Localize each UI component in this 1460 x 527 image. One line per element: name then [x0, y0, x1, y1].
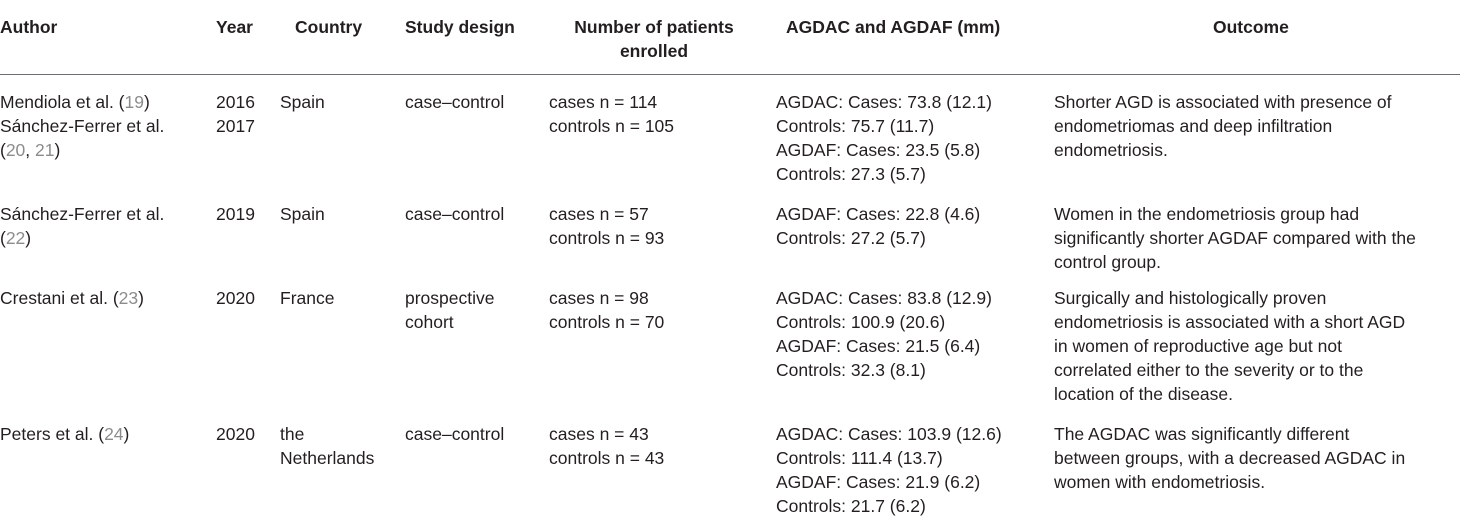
agd-line: Controls: 27.2 (5.7)	[776, 228, 926, 248]
agd-line: AGDAF: Cases: 21.9 (6.2)	[776, 472, 981, 492]
design-line: prospective	[405, 288, 495, 308]
agd-line: Controls: 100.9 (20.6)	[776, 312, 946, 332]
author-text: Mendiola et al. (	[0, 92, 125, 112]
agd-line: AGDAF: Cases: 21.5 (6.4)	[776, 336, 981, 356]
cell-patients	[549, 202, 664, 250]
patients-line: cases n = 114	[549, 92, 658, 112]
patients-line: controls n = 93	[549, 228, 665, 248]
year-line: 2019	[216, 204, 255, 224]
outcome-line: between groups, with a decreased AGDAC in	[1054, 448, 1406, 468]
outcome-line: control group.	[1054, 252, 1162, 272]
reference-link[interactable]: 23	[118, 288, 139, 308]
author-text: Sánchez-Ferrer et al.	[0, 116, 165, 136]
agd-line: Controls: 75.7 (11.7)	[776, 116, 935, 136]
author-text: )	[138, 288, 144, 308]
patients-line: controls n = 43	[549, 448, 665, 468]
outcome-line: endometriomas and deep infiltration	[1054, 116, 1333, 136]
agd-line: AGDAC: Cases: 83.8 (12.9)	[776, 288, 992, 308]
country-line: Spain	[280, 204, 325, 224]
cell-patients	[549, 90, 674, 138]
year-line: 2020	[216, 288, 255, 308]
author-line	[0, 90, 164, 114]
outcome-line: endometriosis.	[1054, 140, 1168, 160]
outcome-line: location of the disease.	[1054, 384, 1234, 404]
agd-line: Controls: 21.7 (6.2)	[776, 496, 926, 516]
agd-line: Controls: 27.3 (5.7)	[776, 164, 926, 184]
country-line: France	[280, 288, 335, 308]
cell-year	[216, 90, 255, 138]
author-text: )	[143, 92, 150, 112]
outcome-line: Shorter AGD is associated with presence of	[1054, 92, 1392, 112]
agd-line: Controls: 111.4 (13.7)	[776, 448, 943, 468]
outcome-line: Surgically and histologically proven	[1054, 288, 1327, 308]
author-line	[0, 202, 164, 226]
header-author: Author	[0, 17, 58, 37]
header-patients-line-2: enrolled	[619, 41, 689, 61]
cell-design	[405, 202, 504, 226]
cell-agd	[776, 90, 992, 186]
author-text: ,	[25, 140, 36, 160]
header-study-design: Study design	[405, 17, 515, 37]
cell-author	[0, 202, 164, 250]
reference-link[interactable]: 24	[104, 424, 124, 444]
cell-country	[280, 422, 374, 470]
header-rule	[0, 74, 1460, 75]
reference-link[interactable]: 21	[35, 140, 55, 160]
outcome-line: The AGDAC was significantly different	[1054, 424, 1350, 444]
author-text: )	[25, 228, 32, 248]
patients-line: cases n = 57	[549, 204, 649, 224]
outcome-line: Women in the endometriosis group had	[1054, 204, 1360, 224]
cell-patients	[549, 422, 664, 470]
cell-agd	[776, 422, 1002, 518]
patients-line: controls n = 105	[549, 116, 675, 136]
author-text: Crestani et al. (	[0, 288, 119, 308]
country-line: the	[280, 424, 305, 444]
cell-agd	[776, 286, 992, 382]
outcome-line: women with endometriosis.	[1054, 472, 1266, 492]
author-line	[0, 422, 129, 446]
cell-year	[216, 286, 255, 310]
design-line: cohort	[405, 312, 454, 332]
design-line: case–control	[405, 92, 505, 112]
cell-author	[0, 422, 129, 446]
header-patients-line-1: Number of patients	[574, 17, 734, 37]
year-line: 2020	[216, 424, 255, 444]
design-line: case–control	[405, 424, 505, 444]
patients-line: cases n = 98	[549, 288, 649, 308]
outcome-line: endometriosis is associated with a short AGD	[1054, 312, 1406, 332]
patients-line: cases n = 43	[549, 424, 649, 444]
cell-country	[280, 286, 334, 310]
author-text: Sánchez-Ferrer et al.	[0, 204, 165, 224]
cell-year	[216, 202, 255, 226]
cell-author	[0, 286, 144, 310]
cell-agd	[776, 202, 980, 250]
agd-line: Controls: 32.3 (8.1)	[776, 360, 926, 380]
author-text: (	[0, 140, 6, 160]
header-year: Year	[216, 17, 253, 37]
outcome-line: significantly shorter AGDAF compared with the	[1054, 228, 1416, 248]
cell-outcome	[1054, 422, 1405, 494]
reference-link[interactable]: 20	[5, 140, 26, 160]
cell-design	[405, 286, 495, 334]
cell-outcome	[1054, 202, 1416, 274]
patients-line: controls n = 70	[549, 312, 665, 332]
agd-line: AGDAC: Cases: 73.8 (12.1)	[776, 92, 992, 112]
year-line: 2017	[216, 116, 255, 136]
design-line: case–control	[405, 204, 505, 224]
cell-patients	[549, 286, 664, 334]
reference-link[interactable]: 22	[5, 228, 26, 248]
country-line: Spain	[280, 92, 325, 112]
country-line: Netherlands	[280, 448, 375, 468]
agd-line: AGDAF: Cases: 23.5 (5.8)	[776, 140, 981, 160]
agd-line: AGDAC: Cases: 103.9 (12.6)	[776, 424, 1002, 444]
header-agd: AGDAC and AGDAF (mm)	[786, 17, 1001, 37]
header-number-of-patients	[548, 15, 760, 63]
author-text: )	[54, 140, 61, 160]
author-text: (	[0, 228, 6, 248]
cell-country	[280, 202, 325, 226]
author-line	[0, 226, 164, 250]
header-outcome: Outcome	[1213, 17, 1289, 37]
agd-line: AGDAF: Cases: 22.8 (4.6)	[776, 204, 981, 224]
cell-design	[405, 90, 504, 114]
author-line	[0, 286, 144, 310]
reference-link[interactable]: 19	[124, 92, 144, 112]
year-line: 2016	[216, 92, 255, 112]
author-text: Peters et al. (	[0, 424, 105, 444]
outcome-line: in women of reproductive age but not	[1054, 336, 1342, 356]
cell-year	[216, 422, 255, 446]
author-line	[0, 114, 164, 138]
author-line	[0, 138, 164, 162]
cell-author	[0, 90, 164, 162]
cell-outcome	[1054, 90, 1392, 162]
cell-design	[405, 422, 504, 446]
author-text: )	[123, 424, 130, 444]
cell-outcome	[1054, 286, 1405, 406]
cell-country	[280, 90, 325, 114]
header-country: Country	[295, 17, 363, 37]
outcome-line: correlated either to the severity or to the	[1054, 360, 1364, 380]
